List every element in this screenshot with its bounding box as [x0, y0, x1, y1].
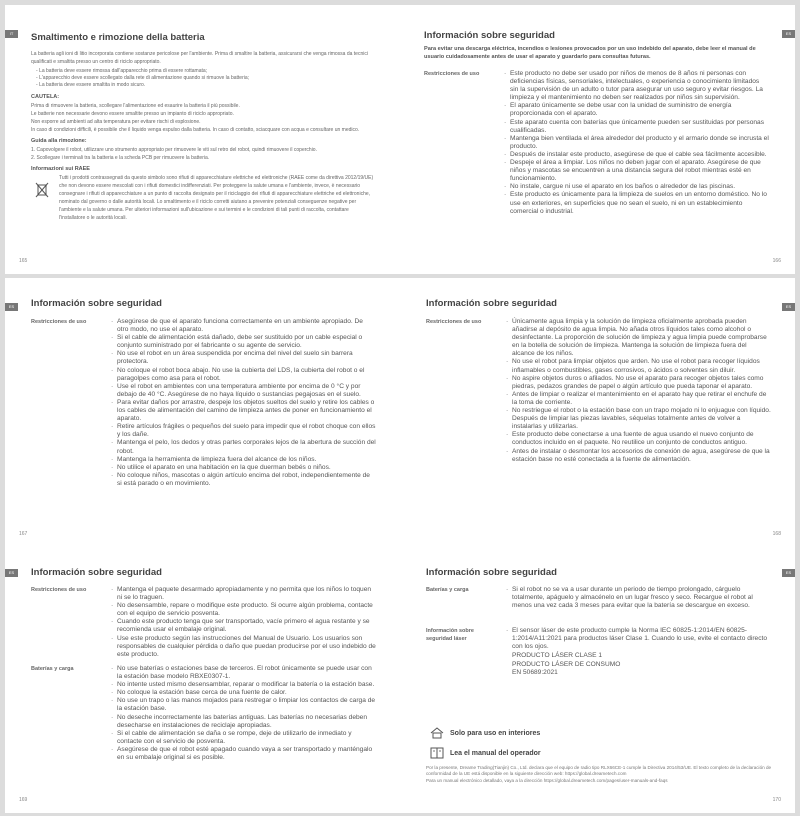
battery-section [31, 50, 376, 222]
weee-bin-icon [35, 182, 53, 222]
list-item: · Si el robot no se va a usar durante un periodo de tiempo prolongado, cárguelo totalmente, apáguelo y almacénelo en un lugar fresco y seco. Recargue el robot al menos una vez cada 3 meses para evitar que la batería se descargue en exceso. [506, 586, 771, 610]
list-item: · Retire artículos frágiles o pequeños del suelo para impedir que el robot choque con ellos y los dañe. [111, 423, 376, 439]
list-item: · Mantenga el paquete desarmado apropiadamente y no permita que los niños lo toquen ni se lo traguen. [111, 586, 376, 602]
restrictions-section [31, 318, 376, 488]
manual-label: Lea el manual del operador [450, 749, 541, 757]
caution-line: In caso di condizioni difficili, è possibile che il liquido venga espulso dalla batteria. In caso di contatto, sciacquare con acqua e consultare un medico. [31, 126, 360, 133]
raee-heading: Informazioni sui RAEE [31, 165, 90, 172]
list-item: · Use el robot en ambientes con una temperatura ambiente por encima de 0 °C y por debajo de 40 °C. Asegúrese de no haya líquido o sustancias pegajosas en el suelo. [111, 383, 376, 399]
raee-block [31, 174, 376, 222]
list-item: - L'apparecchio deve essere scollegato dalla rete di alimentazione quando si rimuove la batteria; [36, 75, 376, 82]
list-item: · Después de instalar este producto, asegúrese de que el cable sea fácilmente accesible. [504, 151, 769, 159]
page-title: Información sobre seguridad [31, 567, 162, 578]
laser-section [426, 627, 771, 678]
page-168 [400, 278, 795, 547]
list-item: · Para evitar daños por arrastre, despeje los objetos sueltos del suelo y retire los cables o los cables de alimentación del camino de limpieza antes de poner en funcionamiento el aparato. [111, 399, 376, 423]
list-item: · No utilice el aparato en una habitación en la que duerman bebés o niños. [111, 464, 376, 472]
battery-list [111, 665, 376, 762]
list-item: · No coloque la estación base cerca de una fuente de calor. [111, 689, 376, 697]
list-item: · No intente usted mismo desensamblar, reparar o modificar la batería o la estación base. [111, 681, 376, 689]
section-label: Baterías y carga [31, 666, 74, 672]
restrictions-list [111, 586, 376, 659]
restrictions-list [504, 70, 769, 216]
declaration-text: Por la presente, Dreame Trading(Tianjin) Co., Ltd. declara que el equipo de radio tipo RLX66CE-1 cumple la Directiva 2014/53/UE. El texto completo de la declaración de conformidad de la UE está disponible en la siguiente dirección web: https://global.dreametech.com [426, 765, 772, 777]
page-number: 169 [19, 797, 28, 803]
indoor-use-note [430, 727, 540, 739]
restrictions-list [506, 318, 771, 464]
list-item: · Asegúrese de que el robot esté apagado cuando vaya a ser transportado y manténgalo en su embalaje original si es posible. [111, 746, 376, 762]
page-170 [400, 544, 795, 813]
section-label: Restricciones de uso [424, 71, 480, 77]
page-title: Información sobre seguridad [426, 298, 557, 309]
list-item: · Use este producto según las instrucciones del Manual de Usuario. Los usuarios son responsables de cualquier pérdida o daño que puedan producirse por el uso indebido de este producto. [111, 635, 376, 659]
restrictions-section [424, 70, 769, 216]
house-icon [430, 727, 444, 739]
indoor-label: Solo para uso en interiores [450, 729, 541, 737]
list-item: · No use el robot para limpiar objetos que arden. No use el robot para recoger líquidos inflamables o combustibles, gases corrosivos, o ácidos o solventes sin diluir. [506, 358, 771, 374]
list-item: · Si el cable de alimentación se daña o se rompe, deje de utilizarlo de inmediato y contacte con el servicio de posventa. [111, 730, 376, 746]
list-item: · Cuando este producto tenga que ser transportado, vacíe primero el agua restante y se recomienda usar el embalaje original. [111, 618, 376, 634]
list-item: · No use un trapo o las manos mojados para restregar o limpiar los contactos de carga de la estación base. [111, 697, 376, 713]
read-manual-note [430, 747, 541, 759]
restrictions-list [111, 318, 376, 488]
page-167 [5, 278, 400, 547]
list-item: · Mantenga el pelo, los dedos y otras partes corporales lejos de la abertura de succión del robot. [111, 439, 376, 455]
language-tag: ES [782, 569, 795, 577]
list-item: · Este producto debe conectarse a una fuente de agua usando el nuevo conjunto de conductos incluido en el paquete. No reutilice un conjunto de conductos antiguo. [506, 431, 771, 447]
page-169 [5, 544, 400, 813]
section-label: Información sobre seguridad láser [426, 628, 474, 642]
list-item: · No restriegue el robot o la estación base con un trapo mojado ni lo enjuague con líquido. Después de limpiar las piezas lavables, séquelas totalmente antes de volver a instalarlas y utilizarlas. [506, 407, 771, 431]
restrictions-section [31, 586, 376, 659]
laser-line: PRODUCTO LÁSER CLASE 1 [512, 652, 603, 660]
intro-text: La batteria agli ioni di litio incorporata contiene sostanze pericolose per l'ambiente. Prima di smaltire la batteria, assicurarsi che venga rimossa da tecnici qualificati e smaltita presso un centro di riciclo appropriato. [31, 51, 368, 65]
language-tag: ES [782, 303, 795, 311]
list-item: · El sensor láser de este producto cumple la Norma IEC 60825-1:2014/EN 60825-1:2014/A11:2021 para productos láser Clase 1. Cuando lo use, evite el contacto directo con los ojos. [506, 627, 771, 651]
list-item: · No coloque el robot boca abajo. No use la cubierta del LDS, la cubierta del robot o el paragolpes como asa para el robot. [111, 367, 376, 383]
list-item: · Si el cable de alimentación está dañado, debe ser sustituido por un cable especial o conjunto suministrado por el fabricante o su agente de servicio. [111, 334, 376, 350]
page-title: Información sobre seguridad [424, 30, 555, 41]
list-item: · Únicamente agua limpia y la solución de limpieza oficialmente aprobada pueden añadirse al depósito de agua limpia. No añada otros líquidos tales como alcohol o desinfectante. La proporción de solución de limpieza y agua limpia puede comprobarse en la botella de solución de limpieza. Mantenga la solución de limpieza fuera del alcance de los niños. [506, 318, 771, 358]
list-item: · Este producto no debe ser usado por niños de menos de 8 años ni personas con deficiencias físicas, sensoriales, intelectuales, o experiencia o conocimiento limitados sin la supervisión de un adulto o tutor para asegurar un uso seguro y evitar riesgos. La limpieza y el mantenimiento no deben ser realizados por niños sin supervisión. [504, 70, 769, 102]
list-item: · Antes de limpiar o realizar el mantenimiento en el aparato hay que retirar el enchufe de la toma de corriente. [506, 391, 771, 407]
intro-text: Para evitar una descarga eléctrica, incendios o lesiones provocados por un uso indebido del aparato, debe leer el manual de usuario cuidadosamente antes de usar el aparato y guardarlo para consultas futuras. [424, 46, 756, 60]
restrictions-section [426, 318, 771, 464]
language-tag: ES [5, 569, 18, 577]
list-item: - La batteria deve essere smaltita in modo sicuro. [36, 82, 376, 89]
battery-section [426, 586, 771, 610]
list-item: · No desensamble, repare o modifique este producto. Si ocurre algún problema, contacte con el equipo de servicio posventa. [111, 602, 376, 618]
list-item: · No instale, cargue ni use el aparato en los baños o alrededor de las piscinas. [504, 183, 769, 191]
battery-bullets [31, 68, 376, 90]
list-item: · Mantenga bien ventilada el área alrededor del producto y el armario donde se incrusta el producto. [504, 135, 769, 151]
page-166 [400, 5, 795, 274]
list-item: · No aspire objetos duros o afilados. No use el aparato para recoger objetos tales como piedras, pedazos grandes de papel o algún artículo que pueda taponar el aparato. [506, 375, 771, 391]
book-icon [430, 747, 444, 759]
page-number: 165 [19, 258, 28, 264]
laser-class-lines [506, 652, 771, 678]
page-number: 168 [772, 531, 781, 537]
section-label: Baterías y carga [426, 587, 469, 593]
page-title: Información sobre seguridad [426, 567, 557, 578]
section-label: Restricciones de uso [31, 319, 87, 325]
laser-line: PRODUCTO LÁSER DE CONSUMO [512, 660, 621, 668]
guide-step: 2. Scollegare i terminali tra la batteria e la scheda PCB per rimuovere la batteria. [31, 154, 210, 161]
language-tag: ES [782, 30, 795, 38]
battery-section [31, 665, 376, 762]
list-item: · Despeje el área a limpiar. Los niños no deben jugar con el aparato. Asegúrese de que niños y mascotas se encuentren a una distancia segura del robot mientras esté en funcionamiento. [504, 159, 769, 183]
laser-list [506, 627, 771, 651]
page-number: 166 [772, 258, 781, 264]
manual-url-text: Para un manual electrónico detallado, vaya a la dirección https://global.dreametech.com/pages/user-manuals-and-faqs [426, 777, 668, 783]
list-item: · No coloque niños, mascotas o algún artículo encima del robot, independientemente de si está parado o en movimiento. [111, 472, 376, 488]
list-item: - La batteria deve essere rimossa dall'apparecchio prima di essere rottamata; [36, 68, 376, 75]
language-tag: ES [5, 303, 18, 311]
footnote [426, 765, 776, 784]
guide-heading: Guida alla rimozione: [31, 137, 87, 144]
raee-text: Tutti i prodotti contrassegnati da questo simbolo sono rifiuti di apparecchiature elettriche ed elettroniche (RAEE come da direttiva 2012/19/UE) che non devono essere mescolati con i rifiuti domestici indifferenziati. Per proteggere la salute umana e l'ambiente, invece, è necessario consegnare i rifiuti di apparecchiature a un punto di raccolta designato per il riciclaggio dei rifiuti di apparecchiature elettriche ed elettroniche, nominato dal governo o dalle autorità locali. Lo smaltimento e il riciclo corretti aiutano a prevenire potenziali conseguenze negative per l'ambiente e la salute umana. Per ulteriori informazioni sull'ubicazione e sui termini e le condizioni di tali punti di raccolta, contattare l'installatore o le autorità locali. [59, 174, 374, 221]
page-number: 167 [19, 531, 28, 537]
list-item: · No use el robot en un área suspendida por encima del nivel del suelo sin barrera protectora. [111, 350, 376, 366]
list-item: · El aparato únicamente se debe usar con la unidad de suministro de energía proporcionada con el aparato. [504, 102, 769, 118]
section-label: Restricciones de uso [426, 319, 482, 325]
caution-line: Prima di rimuovere la batteria, scollegare l'alimentazione ed esaurire la batteria il più possibile. [31, 102, 240, 109]
caution-line: Non esporre ad ambienti ad alta temperatura per evitare rischi di esplosione. [31, 118, 201, 125]
list-item: · Asegúrese de que el aparato funciona correctamente en un ambiente apropiado. De otro modo, no use el aparato. [111, 318, 376, 334]
caution-line: Le batterie non necessarie devono essere smaltite presso un impianto di riciclo appropriato. [31, 110, 234, 117]
page-165 [5, 5, 400, 274]
caution-heading: CAUTELA: [31, 93, 60, 100]
page-number: 170 [772, 797, 781, 803]
list-item: · Este producto es únicamente para la limpieza de suelos en un entorno doméstico. No lo use en exteriores, en superficies que no sean el suelo, ni en un establecimiento comercial o industrial. [504, 191, 769, 215]
page-title: Smaltimento e rimozione della batteria [31, 32, 205, 43]
section-label: Restricciones de uso [31, 587, 87, 593]
list-item: · Mantenga la herramienta de limpieza fuera del alcance de los niños. [111, 456, 376, 464]
battery-list [506, 586, 771, 610]
list-item: · Este aparato cuenta con baterías que únicamente pueden ser sustituidas por personas cualificadas. [504, 119, 769, 135]
list-item: · No deseche incorrectamente las baterías antiguas. Las baterías no necesarias deben desecharse en instalaciones de reciclaje apropiadas. [111, 714, 376, 730]
language-tag: IT [5, 30, 18, 38]
list-item: · No use baterías o estaciones base de terceros. El robot únicamente se puede usar con la estación base modelo RBXE0307-1. [111, 665, 376, 681]
guide-step: 1. Capovolgere il robot, utilizzare uno strumento appropriato per rimuovere le viti sul retro del robot, quindi rimuovere il coperchio. [31, 146, 317, 153]
page-title: Información sobre seguridad [31, 298, 162, 309]
list-item: · Antes de instalar o desmontar los accesorios de conexión de agua, asegúrese de que la estación base no esté conectada a la fuente de alimentación. [506, 448, 771, 464]
laser-line: EN 50689:2021 [512, 669, 558, 677]
